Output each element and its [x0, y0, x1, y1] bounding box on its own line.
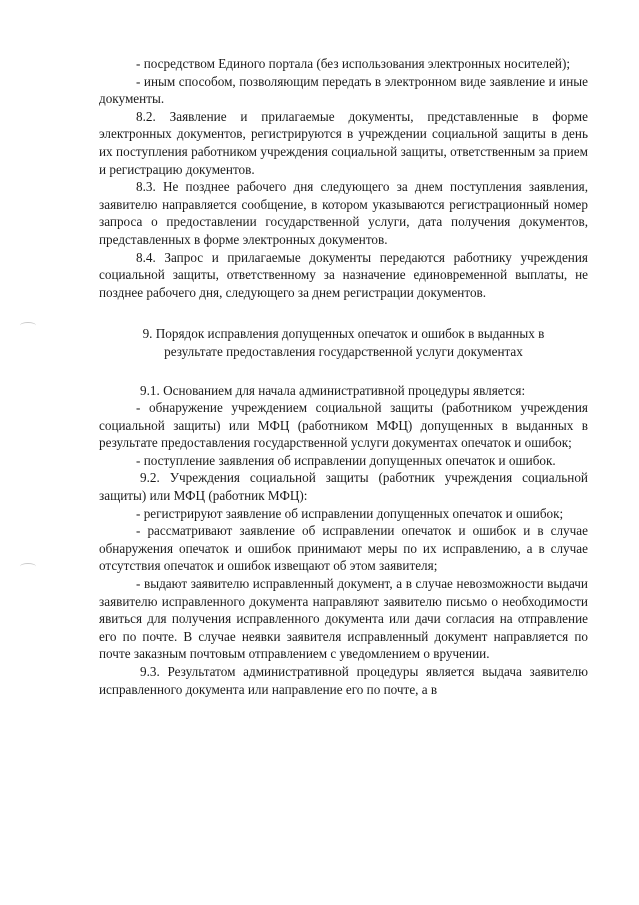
paragraph-9-3: 9.3. Результатом административной процедуры является выдача заявителю исправленного документа или направление его по почте, а в: [99, 664, 588, 697]
scan-mark: [20, 563, 36, 570]
paragraph-other-method: - иным способом, позволяющим передать в электронном виде заявление и иные документы.: [99, 73, 588, 107]
paragraph-detection: - обнаружение учреждением социальной защиты (работником учреждения социальной защиты) или МФЦ (работником МФЦ) допущенных в выданных в результате предоставления государственной услуги документах опечаток и ошибок;: [99, 400, 588, 451]
paragraph-8-4: 8.4. Запрос и прилагаемые документы передаются работнику учреждения социальной защиты, ответственному за назначение единовременной выплаты, не позднее рабочего дня, следующего за днем регистрации документов.: [99, 249, 588, 300]
scan-mark: [20, 322, 36, 329]
paragraph-issue: - выдают заявителю исправленный документ, а в случае невозможности выдачи заявителю исправленного документа направляют заявителю письмо о необходимости явиться для получения исправленного документа или дачи согласия на отправление его по почте. В случае неявки заявителя исправленный документ направляется по почте заказным почтовым отправлением с уведомлением о вручении.: [99, 576, 588, 662]
paragraph-9-2: 9.2. Учреждения социальной защиты (работник учреждения социальной защиты) или МФЦ (работник МФЦ):: [99, 470, 588, 504]
document-body: [99, 55, 588, 698]
paragraph-review: - рассматривают заявление об исправлении опечаток и ошибок и в случае обнаружения опечаток и ошибок принимают меры по их исправлению, а в случае отсутствия опечаток и ошибок извещают об этом заявителя;: [99, 523, 588, 574]
paragraph-8-3: 8.3. Не позднее рабочего дня следующего за днем поступления заявления, заявителю направляется сообщение, в котором указываются регистрационный номер запроса о предоставлении государственной услуги, дата получения документов, представленных в форме электронных документов.: [99, 179, 588, 247]
paragraph-8-2: 8.2. Заявление и прилагаемые документы, представленные в форме электронных документов, регистрируются в учреждении социальной защиты в день их поступления работником учреждения социальной защиты, ответственным за прием и регистрацию документов.: [99, 108, 588, 177]
paragraph-portal-method: - посредством Единого портала (без использования электронных носителей);: [136, 56, 571, 71]
paragraph-register: - регистрируют заявление об исправлении допущенных опечаток и ошибок;: [136, 505, 564, 521]
paragraph-9-1: 9.1. Основанием для начала административной процедуры является:: [140, 382, 526, 398]
section-heading-9: 9. Порядок исправления допущенных опечаток и ошибок в выданных в результате предоставления государственной услуги документах: [142, 326, 545, 359]
paragraph-application-receipt: - поступление заявления об исправлении допущенных опечаток и ошибок.: [136, 452, 556, 468]
